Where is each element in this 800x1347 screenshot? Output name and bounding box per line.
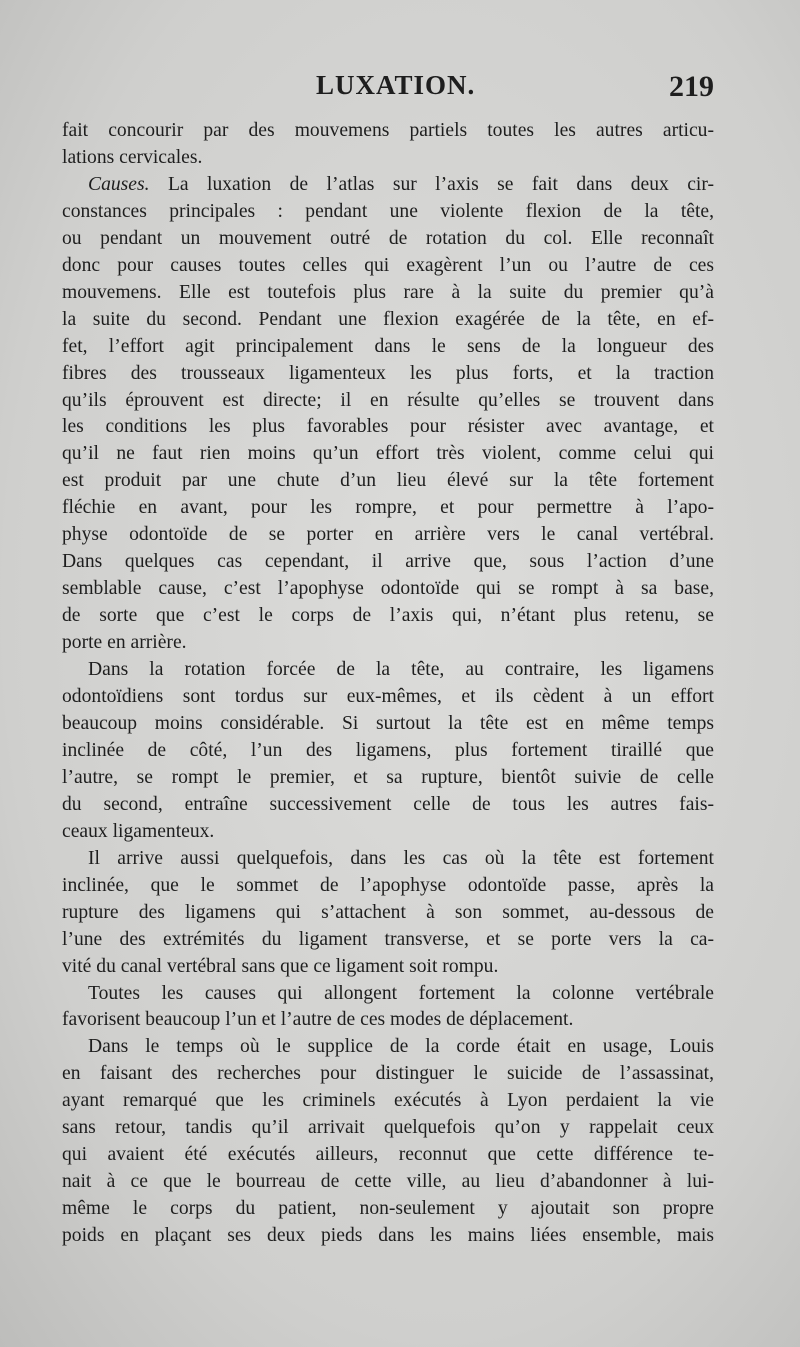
text-line: qu’il ne faut rien moins qu’un effort très violent, comme celui qui xyxy=(62,443,714,465)
text-line: ceaux ligamenteux. xyxy=(62,820,215,842)
page-header xyxy=(0,70,800,110)
text-line: en faisant des recherches pour distinguer le suicide de l’assassinat, xyxy=(62,1063,714,1085)
text-line: ayant remarqué que les criminels exécutés à Lyon perdaient la vie xyxy=(62,1090,714,1112)
text-line xyxy=(62,172,714,199)
text-line: fet, l’effort agit principalement dans le sens de la longueur des xyxy=(62,335,714,357)
body-text xyxy=(62,118,714,1250)
text-line: Toutes les causes qui allongent fortement la colonne vertébrale xyxy=(88,982,714,1004)
text-line: beaucoup moins considérable. Si surtout la tête est en même temps xyxy=(62,712,714,734)
causes-label: Causes. xyxy=(88,173,150,195)
text-line: fait concourir par des mouvemens partiels toutes les autres articu- xyxy=(62,120,714,141)
text-line: odontoïdiens sont tordus sur eux-mêmes, et ils cèdent à un effort xyxy=(62,686,714,708)
text-line: fléchie en avant, pour les rompre, et pour permettre à l’apo- xyxy=(62,497,714,519)
text-line: porte en arrière. xyxy=(62,632,187,654)
running-title: LUXATION. xyxy=(316,70,476,100)
text-line: la suite du second. Pendant une flexion exagérée de la tête, en ef- xyxy=(62,308,714,330)
text-line: Il arrive aussi quelquefois, dans les cas où la tête est fortement xyxy=(88,847,714,869)
text-line: sans retour, tandis qu’il arrivait quelquefois qu’on y rappelait ceux xyxy=(62,1117,714,1139)
text-line: qu’ils éprouvent est directe; il en résulte qu’elles se trouvent dans xyxy=(62,389,714,411)
text-line: vité du canal vertébral sans que ce ligament soit rompu. xyxy=(62,955,499,977)
text-line: physe odontoïde de se porter en arrière vers le canal vertébral. xyxy=(62,524,714,546)
text-line: de sorte que c’est le corps de l’axis qui, n’étant plus retenu, se xyxy=(62,605,714,627)
text-line: ou pendant un mouvement outré de rotation du col. Elle reconnaît xyxy=(62,227,714,249)
text-line: est produit par une chute d’un lieu élevé sur la tête fortement xyxy=(62,470,714,492)
text-line: nait à ce que le bourreau de cette ville, au lieu d’abandonner à lui- xyxy=(62,1171,714,1193)
text-line: inclinée de côté, l’un des ligamens, plus fortement tiraillé que xyxy=(62,739,714,761)
text-line: l’autre, se rompt le premier, et sa rupture, bientôt suivie de celle xyxy=(62,766,714,788)
text-line: Dans le temps où le supplice de la corde était en usage, Louis xyxy=(88,1036,714,1058)
text-line: l’une des extrémités du ligament transverse, et se porte vers la ca- xyxy=(62,928,714,950)
text-line: les conditions les plus favorables pour résister avec avantage, et xyxy=(62,416,714,438)
text-line: mouvemens. Elle est toutefois plus rare à la suite du premier qu’à xyxy=(62,281,714,303)
text-line: inclinée, que le sommet de l’apophyse odontoïde passe, après la xyxy=(62,874,714,896)
text-line: rupture des ligamens qui s’attachent à son sommet, au-dessous de xyxy=(62,901,714,923)
text-line: constances principales : pendant une violente flexion de la tête, xyxy=(62,200,714,222)
text-line: du second, entraîne successivement celle de tous les autres fais- xyxy=(62,793,714,815)
text-line: lations cervicales. xyxy=(62,146,203,168)
text-line: fibres des trousseaux ligamenteux les plus forts, et la traction xyxy=(62,362,714,384)
text-line-content: La luxation de l’atlas sur l’axis se fait dans deux cir- xyxy=(167,173,714,195)
text-line: même le corps du patient, non-seulement y ajoutait son propre xyxy=(62,1198,714,1220)
text-line: qui avaient été exécutés ailleurs, reconnut que cette différence te- xyxy=(62,1144,714,1166)
text-line: Dans la rotation forcée de la tête, au contraire, les ligamens xyxy=(88,659,714,681)
text-line: Dans quelques cas cependant, il arrive que, sous l’action d’une xyxy=(62,551,714,573)
text-line: donc pour causes toutes celles qui exagèrent l’un ou l’autre de ces xyxy=(62,254,714,276)
text-line: semblable cause, c’est l’apophyse odontoïde qui se rompt à sa base, xyxy=(62,578,714,600)
text-line: poids en plaçant ses deux pieds dans les mains liées ensemble, mais xyxy=(62,1225,714,1247)
text-line: favorisent beaucoup l’un et l’autre de ces modes de déplacement. xyxy=(62,1009,574,1031)
page-number: 219 xyxy=(669,70,714,103)
